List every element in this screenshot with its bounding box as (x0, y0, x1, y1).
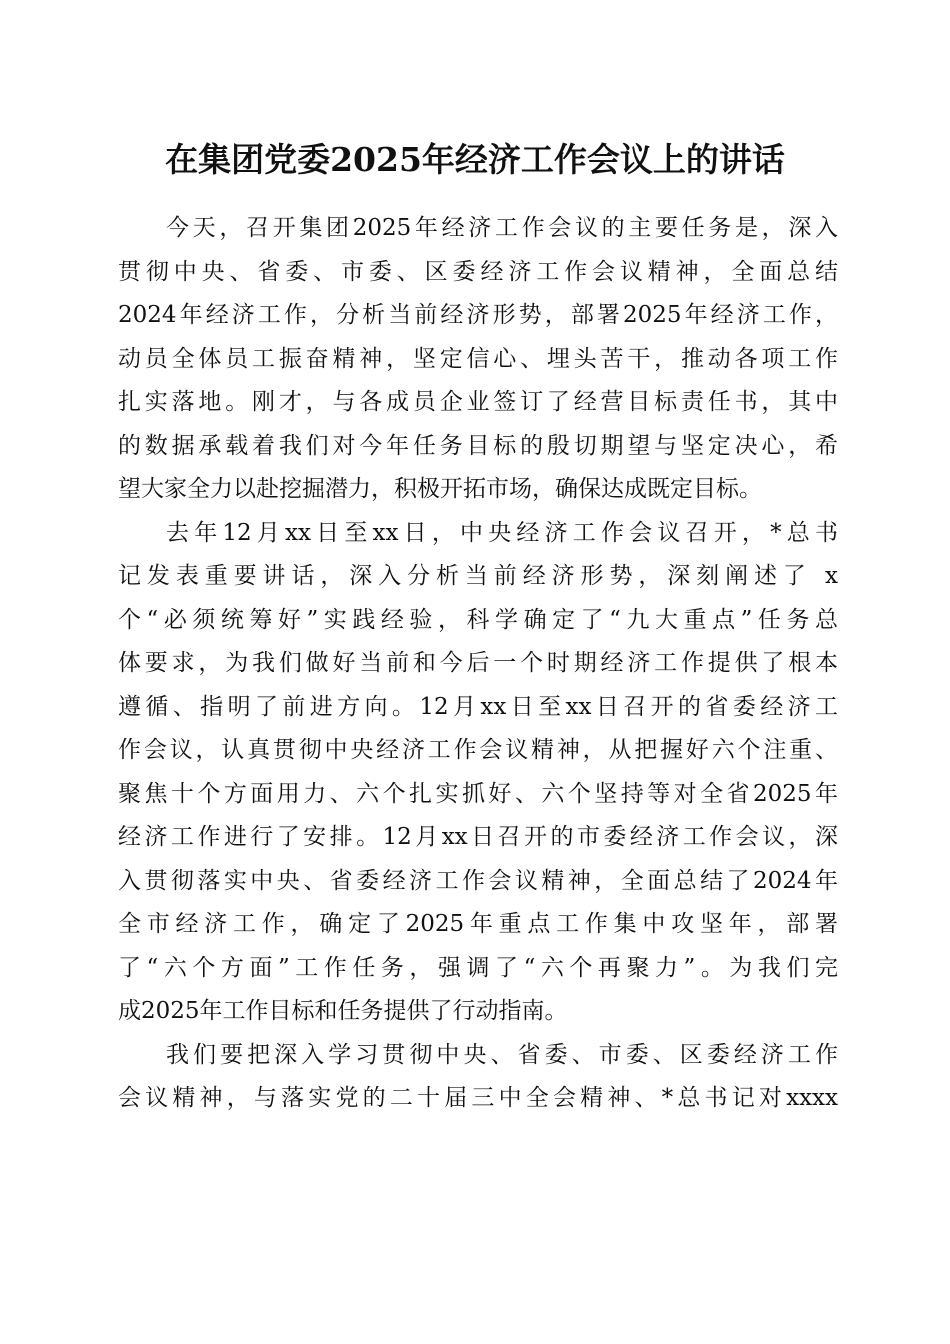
document-title: 在集团党委2025年经济工作会议上的讲话 (165, 140, 785, 179)
paragraph-line: 今天，召开集团2025年经济工作会议的主要任务是，深入 (166, 215, 838, 241)
paragraph-line: 去年12月xx日至xx日，中央经济工作会议召开，*总书 (166, 519, 838, 546)
paragraph-line: 全市经济工作，确定了2025年重点工作集中攻坚年，部署 (118, 911, 838, 937)
paragraph-line: 的数据承载着我们对今年任务目标的殷切期望与坚定决心，希 (118, 432, 838, 459)
paragraph-line: 个“必须统筹好”实践经验，科学确定了“九大重点”任务总 (118, 606, 838, 633)
document-body (118, 207, 838, 1121)
paragraph-line: 动员全体员工振奋精神，坚定信心、埋头苦干，推动各项工作 (118, 345, 838, 372)
paragraph-line: 会议精神，与落实党的二十届三中全会精神、*总书记对xxxx (118, 1085, 838, 1111)
paragraph-3 (118, 1034, 838, 1121)
paragraph-line: 作会议，认真贯彻中央经济工作会议精神，从把握好六个注重、 (118, 737, 838, 763)
paragraph-line: 贯彻中央、省委、市委、区委经济工作会议精神，全面总结 (118, 258, 838, 285)
paragraph-line: 2024年经济工作，分析当前经济形势，部署2025年经济工作， (118, 302, 838, 328)
paragraph-line: 记发表重要讲话，深入分析当前经济形势，深刻阐述了 x (118, 563, 838, 589)
paragraph-line: 经济工作进行了安排。12月xx日召开的市委经济工作会议，深 (118, 824, 838, 850)
paragraph-1 (118, 207, 838, 512)
paragraph-line: 我们要把深入学习贯彻中央、省委、市委、区委经济工作 (166, 1041, 838, 1068)
paragraph-2 (118, 512, 838, 1034)
paragraph-line: 入贯彻落实中央、省委经济工作会议精神，全面总结了2024年 (118, 867, 838, 894)
paragraph-line: 体要求，为我们做好当前和今后一个时期经济工作提供了根本 (118, 650, 838, 676)
paragraph-line: 扎实落地。刚才，与各成员企业签订了经营目标责任书，其中 (118, 389, 838, 415)
paragraph-line: 遵循、指明了前进方向。12月xx日至xx日召开的省委经济工 (118, 693, 838, 720)
paragraph-line: 了“六个方面”工作任务，强调了“六个再聚力”。为我们完 (118, 954, 838, 981)
paragraph-line: 聚焦十个方面用力、六个扎实抓好、六个坚持等对全省2025年 (118, 780, 838, 807)
paragraph-line: 成2025年工作目标和任务提供了行动指南。 (118, 998, 568, 1024)
paragraph-line: 望大家全力以赴挖掘潜力，积极开拓市场，确保达成既定目标。 (118, 476, 762, 502)
